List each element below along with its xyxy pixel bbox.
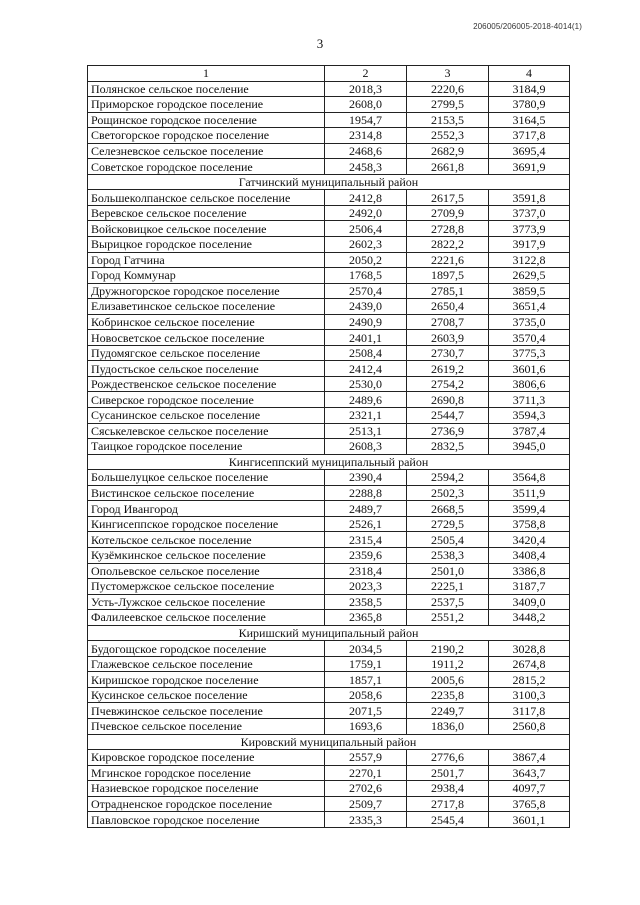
settlement-name-cell: Пчевское сельское поселение (88, 718, 325, 734)
value-col3-cell: 2650,4 (407, 299, 489, 315)
value-col3-cell: 2005,6 (407, 672, 489, 688)
value-col2-cell: 2489,7 (325, 501, 407, 517)
value-col2-cell: 2509,7 (325, 796, 407, 812)
value-col2-cell: 1693,6 (325, 718, 407, 734)
value-col2-cell: 2506,4 (325, 221, 407, 237)
value-col4-cell: 3164,5 (489, 112, 570, 128)
settlement-name-cell: Город Коммунар (88, 268, 325, 284)
table-row (88, 579, 570, 595)
value-col2-cell: 2468,6 (325, 143, 407, 159)
table-row (88, 594, 570, 610)
value-col3-cell: 2501,7 (407, 765, 489, 781)
table-row (88, 423, 570, 439)
column-header-3: 3 (407, 66, 489, 82)
settlement-name-cell: Павловское городское поселение (88, 812, 325, 828)
value-col2-cell: 2390,4 (325, 470, 407, 486)
value-col4-cell: 3028,8 (489, 641, 570, 657)
table-row (88, 439, 570, 455)
value-col2-cell: 2365,8 (325, 610, 407, 626)
page-number: 3 (316, 36, 324, 51)
settlement-name-cell: Большелуцкое сельское поселение (88, 470, 325, 486)
settlement-name-cell: Глажевское сельское поселение (88, 656, 325, 672)
settlement-name-cell: Назиевское городское поселение (88, 781, 325, 797)
settlement-name-cell: Пустомержское сельское поселение (88, 579, 325, 595)
table-row (88, 268, 570, 284)
value-col4-cell: 2815,2 (489, 672, 570, 688)
table-row (88, 672, 570, 688)
tariff-table (87, 65, 570, 828)
settlement-name-cell: Сиверское городское поселение (88, 392, 325, 408)
value-col4-cell: 3691,9 (489, 159, 570, 175)
settlement-name-cell: Сусанинское сельское поселение (88, 408, 325, 424)
settlement-name-cell: Отрадненское городское поселение (88, 796, 325, 812)
table-row (88, 221, 570, 237)
value-col2-cell: 2490,9 (325, 314, 407, 330)
value-col4-cell: 3511,9 (489, 485, 570, 501)
table-row (88, 796, 570, 812)
settlement-name-cell: Вырицкое городское поселение (88, 237, 325, 253)
value-col2-cell: 2401,1 (325, 330, 407, 346)
settlement-name-cell: Кусинское сельское поселение (88, 687, 325, 703)
value-col4-cell: 3806,6 (489, 376, 570, 392)
value-col4-cell: 3187,7 (489, 579, 570, 595)
table-row (88, 532, 570, 548)
value-col4-cell: 3735,0 (489, 314, 570, 330)
district-header-row (88, 734, 570, 750)
settlement-name-cell: Большеколпанское сельское поселение (88, 190, 325, 206)
value-col2-cell: 2321,1 (325, 408, 407, 424)
table-row (88, 361, 570, 377)
value-col3-cell: 2153,5 (407, 112, 489, 128)
table-row (88, 283, 570, 299)
settlement-name-cell: Котельское сельское поселение (88, 532, 325, 548)
value-col2-cell: 2702,6 (325, 781, 407, 797)
table-row (88, 703, 570, 719)
value-col3-cell: 2668,5 (407, 501, 489, 517)
settlement-name-cell: Дружногорское городское поселение (88, 283, 325, 299)
district-title: Кировский муниципальный район (88, 734, 570, 750)
settlement-name-cell: Пудостьское сельское поселение (88, 361, 325, 377)
value-col3-cell: 2617,5 (407, 190, 489, 206)
settlement-name-cell: Город Ивангород (88, 501, 325, 517)
value-col2-cell: 2335,3 (325, 812, 407, 828)
table-row (88, 750, 570, 766)
value-col4-cell: 3100,3 (489, 687, 570, 703)
settlement-name-cell: Веревское сельское поселение (88, 205, 325, 221)
value-col4-cell: 3775,3 (489, 345, 570, 361)
value-col3-cell: 1897,5 (407, 268, 489, 284)
value-col4-cell: 3448,2 (489, 610, 570, 626)
value-col4-cell: 3711,3 (489, 392, 570, 408)
value-col4-cell: 2560,8 (489, 718, 570, 734)
value-col3-cell: 2235,8 (407, 687, 489, 703)
value-col4-cell: 2629,5 (489, 268, 570, 284)
table-row (88, 392, 570, 408)
settlement-name-cell: Будогощское городское поселение (88, 641, 325, 657)
table-row (88, 563, 570, 579)
settlement-name-cell: Селезневское сельское поселение (88, 143, 325, 159)
value-col4-cell: 3184,9 (489, 81, 570, 97)
value-col4-cell: 3780,9 (489, 97, 570, 113)
value-col4-cell: 3408,4 (489, 547, 570, 563)
settlement-name-cell: Фалилеевское сельское поселение (88, 610, 325, 626)
table-row (88, 610, 570, 626)
table-row (88, 143, 570, 159)
value-col4-cell: 3599,4 (489, 501, 570, 517)
value-col4-cell: 3695,4 (489, 143, 570, 159)
table-row (88, 501, 570, 517)
column-header-2: 2 (325, 66, 407, 82)
value-col4-cell: 3859,5 (489, 283, 570, 299)
district-header-row (88, 174, 570, 190)
value-col2-cell: 1857,1 (325, 672, 407, 688)
value-col3-cell: 2736,9 (407, 423, 489, 439)
value-col4-cell: 3601,1 (489, 812, 570, 828)
value-col3-cell: 2552,3 (407, 128, 489, 144)
column-header-4: 4 (489, 66, 570, 82)
table-row (88, 641, 570, 657)
table-row (88, 656, 570, 672)
value-col3-cell: 2661,8 (407, 159, 489, 175)
settlement-name-cell: Рощинское городское поселение (88, 112, 325, 128)
value-col2-cell: 2513,1 (325, 423, 407, 439)
value-col4-cell: 3758,8 (489, 516, 570, 532)
value-col4-cell: 3117,8 (489, 703, 570, 719)
value-col4-cell: 3601,6 (489, 361, 570, 377)
value-col4-cell: 3122,8 (489, 252, 570, 268)
value-col2-cell: 2270,1 (325, 765, 407, 781)
value-col2-cell: 2458,3 (325, 159, 407, 175)
value-col3-cell: 2730,7 (407, 345, 489, 361)
district-title: Кингисеппский муниципальный район (88, 454, 570, 470)
table-row (88, 330, 570, 346)
value-col2-cell: 2023,3 (325, 579, 407, 595)
value-col4-cell: 3787,4 (489, 423, 570, 439)
table-row (88, 408, 570, 424)
district-header-row (88, 454, 570, 470)
value-col2-cell: 2034,5 (325, 641, 407, 657)
value-col3-cell: 2709,9 (407, 205, 489, 221)
table-row (88, 112, 570, 128)
value-col4-cell: 4097,7 (489, 781, 570, 797)
table-row (88, 205, 570, 221)
value-col2-cell: 2508,4 (325, 345, 407, 361)
settlement-name-cell: Советское городское поселение (88, 159, 325, 175)
value-col2-cell: 2318,4 (325, 563, 407, 579)
header-row (88, 66, 570, 82)
settlement-name-cell: Киришское городское поселение (88, 672, 325, 688)
value-col3-cell: 2754,2 (407, 376, 489, 392)
district-title: Гатчинский муниципальный район (88, 174, 570, 190)
value-col4-cell: 3737,0 (489, 205, 570, 221)
value-col4-cell: 3643,7 (489, 765, 570, 781)
value-col3-cell: 1836,0 (407, 718, 489, 734)
value-col3-cell: 2545,4 (407, 812, 489, 828)
value-col2-cell: 2570,4 (325, 283, 407, 299)
table-row (88, 237, 570, 253)
value-col4-cell: 3420,4 (489, 532, 570, 548)
value-col2-cell: 2608,0 (325, 97, 407, 113)
table-row (88, 781, 570, 797)
value-col3-cell: 2728,8 (407, 221, 489, 237)
value-col3-cell: 2708,7 (407, 314, 489, 330)
settlement-name-cell: Пудомягское сельское поселение (88, 345, 325, 361)
settlement-name-cell: Вистинское сельское поселение (88, 485, 325, 501)
settlement-name-cell: Кобринское сельское поселение (88, 314, 325, 330)
value-col2-cell: 2315,4 (325, 532, 407, 548)
value-col3-cell: 2537,5 (407, 594, 489, 610)
table-row (88, 687, 570, 703)
value-col4-cell: 3917,9 (489, 237, 570, 253)
table-row (88, 314, 570, 330)
value-col4-cell: 3945,0 (489, 439, 570, 455)
value-col3-cell: 2190,2 (407, 641, 489, 657)
value-col4-cell: 3386,8 (489, 563, 570, 579)
settlement-name-cell: Приморское городское поселение (88, 97, 325, 113)
value-col2-cell: 2412,8 (325, 190, 407, 206)
settlement-name-cell: Сяськелевское сельское поселение (88, 423, 325, 439)
value-col4-cell: 3594,3 (489, 408, 570, 424)
table-row (88, 547, 570, 563)
value-col2-cell: 2288,8 (325, 485, 407, 501)
value-col3-cell: 2832,5 (407, 439, 489, 455)
value-col3-cell: 2938,4 (407, 781, 489, 797)
table-row (88, 345, 570, 361)
value-col4-cell: 3773,9 (489, 221, 570, 237)
value-col2-cell: 2050,2 (325, 252, 407, 268)
settlement-name-cell: Таицкое городское поселение (88, 439, 325, 455)
value-col4-cell: 3717,8 (489, 128, 570, 144)
value-col2-cell: 1768,5 (325, 268, 407, 284)
value-col3-cell: 2220,6 (407, 81, 489, 97)
value-col3-cell: 2776,6 (407, 750, 489, 766)
value-col2-cell: 2492,0 (325, 205, 407, 221)
value-col4-cell: 3765,8 (489, 796, 570, 812)
value-col2-cell: 1954,7 (325, 112, 407, 128)
table-row (88, 812, 570, 828)
table-row (88, 97, 570, 113)
value-col2-cell: 2058,6 (325, 687, 407, 703)
settlement-name-cell: Пчевжинское сельское поселение (88, 703, 325, 719)
settlement-name-cell: Кировское городское поселение (88, 750, 325, 766)
value-col3-cell: 2822,2 (407, 237, 489, 253)
value-col3-cell: 2594,2 (407, 470, 489, 486)
table-row (88, 128, 570, 144)
value-col3-cell: 2799,5 (407, 97, 489, 113)
value-col4-cell: 3591,8 (489, 190, 570, 206)
table-row (88, 81, 570, 97)
value-col3-cell: 2501,0 (407, 563, 489, 579)
value-col4-cell: 3651,4 (489, 299, 570, 315)
column-header-1: 1 (88, 66, 325, 82)
value-col2-cell: 2557,9 (325, 750, 407, 766)
value-col3-cell: 2538,3 (407, 547, 489, 563)
value-col2-cell: 2358,5 (325, 594, 407, 610)
value-col2-cell: 2439,0 (325, 299, 407, 315)
value-col4-cell: 3409,0 (489, 594, 570, 610)
settlement-name-cell: Опольевское сельское поселение (88, 563, 325, 579)
table-row (88, 299, 570, 315)
value-col3-cell: 2729,5 (407, 516, 489, 532)
value-col2-cell: 2530,0 (325, 376, 407, 392)
value-col2-cell: 2314,8 (325, 128, 407, 144)
district-header-row (88, 625, 570, 641)
table-row (88, 190, 570, 206)
settlement-name-cell: Полянское сельское поселение (88, 81, 325, 97)
settlement-name-cell: Елизаветинское сельское поселение (88, 299, 325, 315)
settlement-name-cell: Кузёмкинское сельское поселение (88, 547, 325, 563)
value-col3-cell: 2505,4 (407, 532, 489, 548)
table-row (88, 485, 570, 501)
value-col4-cell: 3564,8 (489, 470, 570, 486)
value-col4-cell: 3570,4 (489, 330, 570, 346)
district-title: Киришский муниципальный район (88, 625, 570, 641)
settlement-name-cell: Город Гатчина (88, 252, 325, 268)
value-col2-cell: 2359,6 (325, 547, 407, 563)
value-col3-cell: 2221,6 (407, 252, 489, 268)
table-row (88, 516, 570, 532)
settlement-name-cell: Кингисеппское городское поселение (88, 516, 325, 532)
value-col2-cell: 2608,3 (325, 439, 407, 455)
value-col3-cell: 2785,1 (407, 283, 489, 299)
value-col2-cell: 1759,1 (325, 656, 407, 672)
settlement-name-cell: Светогорское городское поселение (88, 128, 325, 144)
value-col4-cell: 3867,4 (489, 750, 570, 766)
value-col3-cell: 2682,9 (407, 143, 489, 159)
table-row (88, 376, 570, 392)
value-col3-cell: 2603,9 (407, 330, 489, 346)
value-col2-cell: 2018,3 (325, 81, 407, 97)
table-row (88, 470, 570, 486)
value-col3-cell: 2544,7 (407, 408, 489, 424)
value-col4-cell: 2674,8 (489, 656, 570, 672)
value-col3-cell: 2225,1 (407, 579, 489, 595)
settlement-name-cell: Усть-Лужское сельское поселение (88, 594, 325, 610)
value-col2-cell: 2071,5 (325, 703, 407, 719)
value-col3-cell: 2551,2 (407, 610, 489, 626)
table-body (88, 81, 570, 827)
value-col2-cell: 2602,3 (325, 237, 407, 253)
value-col3-cell: 1911,2 (407, 656, 489, 672)
value-col3-cell: 2717,8 (407, 796, 489, 812)
value-col3-cell: 2690,8 (407, 392, 489, 408)
value-col2-cell: 2526,1 (325, 516, 407, 532)
table-row (88, 718, 570, 734)
settlement-name-cell: Новосветское сельское поселение (88, 330, 325, 346)
settlement-name-cell: Рождественское сельское поселение (88, 376, 325, 392)
settlement-name-cell: Мгинское городское поселение (88, 765, 325, 781)
document-id: 206005/206005-2018-4014(1) (473, 22, 582, 31)
table-row (88, 252, 570, 268)
table-row (88, 765, 570, 781)
settlement-name-cell: Войсковицкое сельское поселение (88, 221, 325, 237)
value-col3-cell: 2619,2 (407, 361, 489, 377)
value-col3-cell: 2502,3 (407, 485, 489, 501)
value-col2-cell: 2489,6 (325, 392, 407, 408)
table-row (88, 159, 570, 175)
value-col2-cell: 2412,4 (325, 361, 407, 377)
value-col3-cell: 2249,7 (407, 703, 489, 719)
